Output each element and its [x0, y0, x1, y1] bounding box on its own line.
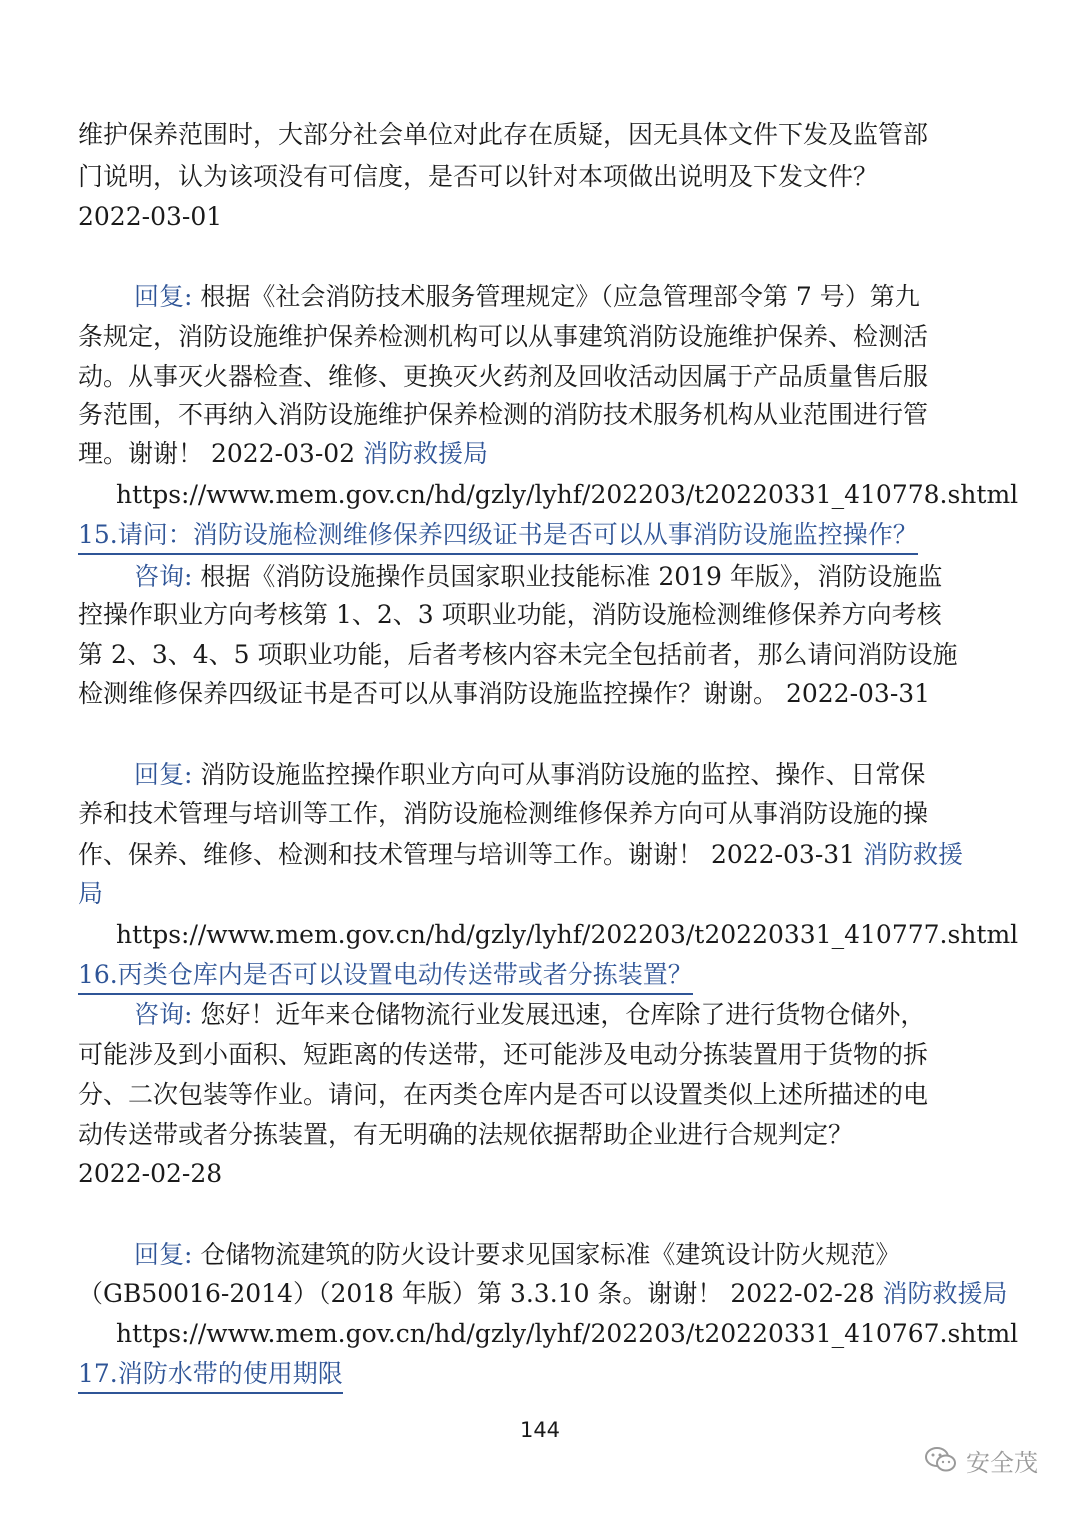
source-url-link[interactable]: https://www.mem.gov.cn/hd/gzly/lyhf/202203/t20220331_410777.shtml	[116, 920, 1019, 949]
ask-label: 咨询:	[134, 562, 193, 591]
ask-paragraph-line: 动传送带或者分拣装置，有无明确的法规依据帮助企业进行合规判定？	[78, 1120, 854, 1149]
body-line: 维护保养范围时，大部分社会单位对此存在质疑，因无具体文件下发及监管部	[78, 120, 929, 149]
ask-paragraph-line: 分、二次包装等作业。请问，在丙类仓库内是否可以设置类似上述所描述的电	[78, 1080, 929, 1109]
reply-text: 作、保养、维修、检测和技术管理与培训等工作。谢谢！ 2022-03-31	[78, 840, 856, 869]
question-title[interactable]: 15.请问：消防设施检测维修保养四级证书是否可以从事消防设施监控操作？	[78, 518, 918, 555]
reply-paragraph-line	[78, 437, 488, 471]
ask-label: 咨询:	[134, 1000, 193, 1029]
reply-paragraph-line: 务范围，不再纳入消防设施维护保养检测的消防技术服务机构从业范围进行管	[78, 400, 929, 429]
org-name-continued: 局	[78, 879, 104, 908]
reply-label: 回复:	[134, 1240, 193, 1269]
reply-paragraph-line: 养和技术管理与培训等工作，消防设施检测维修保养方向可从事消防设施的操	[78, 799, 929, 828]
question-title[interactable]: 16.丙类仓库内是否可以设置电动传送带或者分拣装置？	[78, 958, 693, 995]
reply-text: 根据《社会消防技术服务管理规定》（应急管理部令第 7 号）第九	[200, 282, 920, 311]
date-line: 2022-02-28	[78, 1159, 223, 1188]
org-name: 消防救援	[863, 840, 964, 869]
ask-paragraph-line: 第 2、3、4、5 项职业功能，后者考核内容未完全包括前者，那么请问消防设施	[78, 640, 958, 669]
reply-text: （GB50016-2014）（2018 年版）第 3.3.10 条。谢谢！ 2022-02-28	[78, 1279, 875, 1308]
reply-text: 消防设施监控操作职业方向可从事消防设施的监控、操作、日常保	[200, 760, 926, 789]
question-title-link[interactable]	[78, 518, 918, 555]
page-number: 144	[519, 1418, 561, 1442]
source-url-link[interactable]: https://www.mem.gov.cn/hd/gzly/lyhf/202203/t20220331_410767.shtml	[116, 1319, 1019, 1348]
ask-text: 您好！近年来仓储物流行业发展迅速，仓库除了进行货物仓储外，	[200, 1000, 926, 1029]
reply-text: 仓储物流建筑的防火设计要求见国家标准《建筑设计防火规范》	[200, 1240, 901, 1269]
reply-paragraph-line	[78, 838, 963, 872]
ask-paragraph-line	[134, 998, 925, 1032]
reply-paragraph-line: 条规定，消防设施维护保养检测机构可以从事建筑消防设施维护保养、检测活	[78, 322, 929, 351]
ask-paragraph-line	[134, 560, 942, 594]
question-title-link[interactable]	[78, 1357, 343, 1394]
body-line: 门说明，认为该项没有可信度，是否可以针对本项做出说明及下发文件？	[78, 162, 879, 191]
reply-paragraph-line	[78, 1277, 1007, 1311]
reply-text: 理。谢谢！ 2022-03-02	[78, 439, 356, 468]
org-name: 消防救援局	[363, 439, 489, 468]
watermark-text: 安全茂	[966, 1448, 1038, 1477]
ask-paragraph-line: 控操作职业方向考核第 1、2、3 项职业功能，消防设施检测维修保养方向考核	[78, 600, 942, 629]
watermark	[924, 1440, 1038, 1480]
ask-paragraph-line: 可能涉及到小面积、短距离的传送带，还可能涉及电动分拣装置用于货物的拆	[78, 1040, 929, 1069]
question-title-link[interactable]	[78, 958, 693, 995]
reply-paragraph-line	[134, 1238, 900, 1272]
ask-text: 根据《消防设施操作员国家职业技能标准 2019 年版》，消防设施监	[200, 562, 943, 591]
reply-label: 回复:	[134, 760, 193, 789]
reply-paragraph-line	[134, 280, 920, 314]
reply-label: 回复:	[134, 282, 193, 311]
question-title[interactable]: 17.消防水带的使用期限	[78, 1357, 343, 1394]
org-name: 消防救援局	[882, 1279, 1008, 1308]
source-url-link[interactable]: https://www.mem.gov.cn/hd/gzly/lyhf/202203/t20220331_410778.shtml	[116, 480, 1019, 509]
reply-paragraph-line: 动。从事灭火器检查、维修、更换灭火药剂及回收活动因属于产品质量售后服	[78, 362, 929, 391]
ask-paragraph-line: 检测维修保养四级证书是否可以从事消防设施监控操作？谢谢。 2022-03-31	[78, 679, 931, 708]
reply-paragraph-line	[134, 758, 925, 792]
wechat-icon	[924, 1445, 958, 1475]
date-line: 2022-03-01	[78, 202, 223, 231]
